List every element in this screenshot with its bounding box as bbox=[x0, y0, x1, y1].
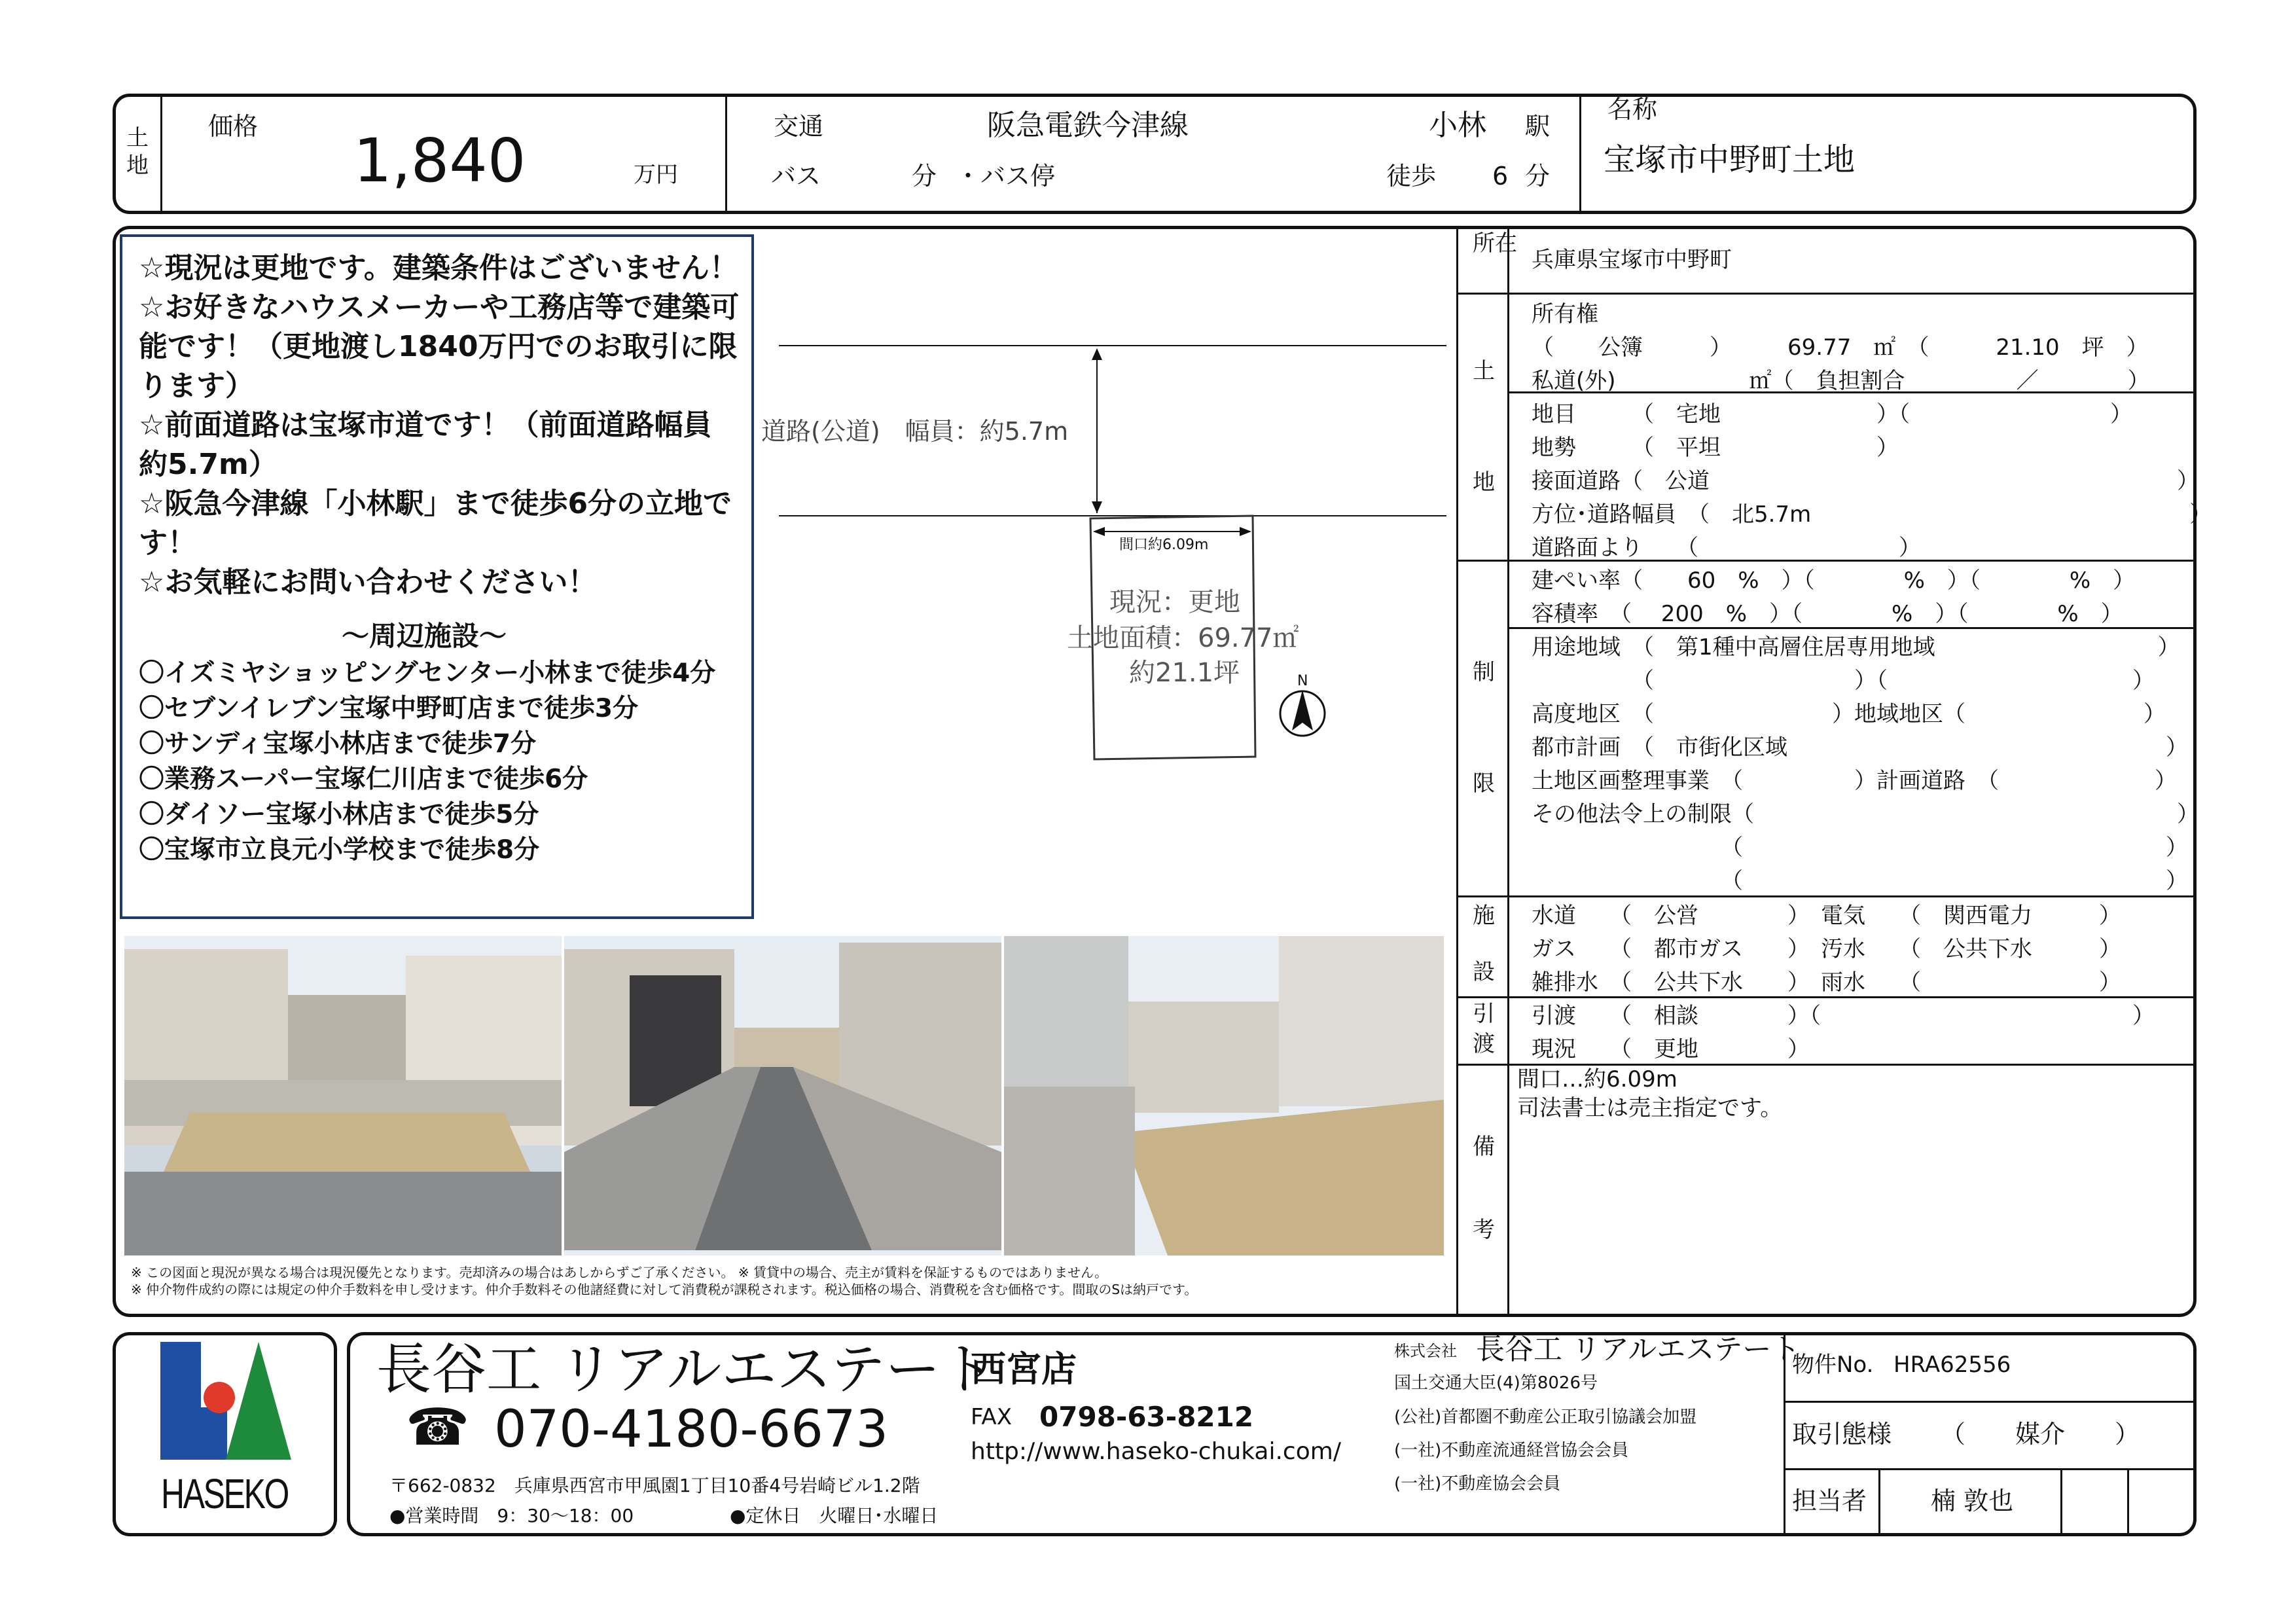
note-line: ※ この図面と現況が異なる場合は現況優先となります。売却済みの場合はあしからずご了承ください。 ※ 賃貸中の場合、売主が賃料を保証するものではありません。 bbox=[131, 1265, 1108, 1280]
location-value: 兵庫県宝塚市中野町 bbox=[1532, 247, 1732, 273]
frontage-label: 間口約6.09m bbox=[1119, 537, 1209, 553]
divider bbox=[1579, 96, 1581, 212]
other-law-row: （ ） bbox=[1532, 835, 2188, 861]
tsubo-label: 約21.1坪 bbox=[1129, 658, 1240, 688]
divider bbox=[160, 96, 162, 212]
facility-label: 施 bbox=[1473, 903, 1495, 929]
road-row: 接面道路（ 公道 ） bbox=[1532, 468, 2199, 494]
divider bbox=[1785, 1468, 2195, 1470]
ownership: 所有権 bbox=[1532, 301, 1598, 327]
land-label: 地 bbox=[1473, 469, 1495, 496]
divider bbox=[1456, 228, 1458, 1315]
zoning-row: 用途地域 （ 第1種中高層住居専用地域 ） bbox=[1532, 634, 2180, 660]
holiday: ●定休日 火曜日･水曜日 bbox=[730, 1505, 939, 1526]
divider bbox=[2127, 1468, 2129, 1534]
association: (一社)不動産流通経営協会会員 bbox=[1394, 1441, 1629, 1460]
logo-text: HASEKO bbox=[161, 1470, 289, 1517]
handover-label: 渡 bbox=[1473, 1031, 1495, 1057]
divider bbox=[1785, 1401, 2195, 1403]
photo-site-front bbox=[124, 936, 562, 1255]
pr-line: 約5.7m） bbox=[139, 448, 278, 481]
deal-value: （ 媒介 ） bbox=[1941, 1420, 2140, 1449]
north-label: N bbox=[1297, 673, 1308, 689]
walk-unit: 分 bbox=[1525, 162, 1551, 190]
walk-minutes: 6 bbox=[1492, 162, 1509, 190]
bus-stop-label: ・バス停 bbox=[956, 162, 1056, 190]
deal-label: 取引態様 bbox=[1792, 1420, 1892, 1449]
site-plan-drawing bbox=[759, 288, 1453, 785]
phone-number: 070-4180-6673 bbox=[494, 1400, 889, 1459]
price-value: 1,840 bbox=[353, 126, 526, 196]
nearby-item: 〇セブンイレブン宝塚中野町店まで徒歩3分 bbox=[139, 694, 639, 723]
pr-line: ります） bbox=[139, 369, 254, 403]
city-plan-row: 都市計画 （ 市街化区域 ） bbox=[1532, 734, 2188, 761]
handover-rows bbox=[1532, 1000, 2155, 1066]
facility-label: 設 bbox=[1473, 959, 1495, 985]
other-law-row: （ ） bbox=[1532, 868, 2188, 894]
remarks-line: 間口…約6.09m bbox=[1517, 1066, 1677, 1092]
nearby-title: ～周辺施設～ bbox=[342, 620, 507, 652]
zoning-row: （ ）（ ） bbox=[1532, 668, 2155, 694]
nearby-item: 〇イズミヤショッピングセンター小林まで徒歩4分 bbox=[139, 659, 716, 688]
price-unit: 万円 bbox=[634, 162, 678, 188]
business-hours: ●営業時間 9：30～18：00 bbox=[389, 1505, 634, 1526]
bus-minute-unit: 分 bbox=[912, 162, 937, 190]
website-link[interactable]: http://www.haseko-chukai.com/ bbox=[971, 1438, 1341, 1465]
handover-label: 引 bbox=[1473, 1001, 1495, 1027]
restriction-label: 制 bbox=[1473, 659, 1495, 685]
road-label: 道路(公道) 幅員：約5.7m bbox=[761, 417, 1069, 446]
haseko-logo bbox=[160, 1342, 291, 1466]
chisei-row: 地勢 （ 平坦 ） bbox=[1532, 435, 1899, 461]
chimoku-row: 地目 （ 宅地 ）（ ） bbox=[1532, 401, 2132, 427]
remarks-label: 考 bbox=[1473, 1217, 1495, 1243]
photo-street bbox=[564, 936, 1001, 1255]
fax-number: 0798-63-8212 bbox=[1039, 1401, 1254, 1433]
kobo-row: （ 公簿 ） 69.77 ㎡ （ 21.10 坪 ） bbox=[1532, 334, 2149, 361]
private-road-row: 私道(外) ㎡（ 負担割合 ／ ） bbox=[1532, 368, 2150, 394]
bus-label: バス bbox=[771, 162, 821, 190]
property-name: 宝塚市中野町土地 bbox=[1604, 141, 1856, 178]
status-label: 現況：更地 bbox=[1109, 587, 1240, 617]
site-map bbox=[759, 288, 1453, 785]
staff-label: 担当者 bbox=[1792, 1487, 1867, 1515]
pr-text bbox=[139, 249, 741, 868]
remarks-label: 備 bbox=[1473, 1134, 1495, 1160]
property-no-label: 物件No. bbox=[1792, 1352, 1874, 1378]
association: (一社)不動産協会会員 bbox=[1394, 1474, 1561, 1494]
pr-line: す！ bbox=[139, 526, 196, 560]
nearby-item: 〇業務スーパー宝塚仁川店まで徒歩6分 bbox=[139, 765, 588, 794]
readjust-row: 土地区画整理事業 （ ）計画道路 （ ） bbox=[1532, 768, 2177, 794]
company-name: 長谷工 リアルエステート bbox=[376, 1337, 996, 1401]
station-suffix: 駅 bbox=[1525, 112, 1551, 141]
other-law-row: その他法令上の制限（ ） bbox=[1532, 801, 2199, 827]
facility-rows bbox=[1532, 899, 2121, 1000]
divider bbox=[2060, 1468, 2062, 1534]
restriction-rows bbox=[1532, 564, 2199, 898]
water-row: 水道 （ 公営 ） 電気 （ 関西電力 ） bbox=[1532, 903, 2121, 929]
address: 〒662-0832 兵庫県西宮市甲風園1丁目10番4号岩崎ビル1.2階 bbox=[389, 1475, 920, 1496]
telephone-icon: ☎ bbox=[406, 1398, 470, 1457]
pr-line: ☆お気軽にお問い合わせください！ bbox=[139, 566, 597, 599]
restriction-label: 限 bbox=[1473, 770, 1495, 797]
transport-label: 交通 bbox=[774, 112, 824, 141]
pr-line: 能です！（更地渡し1840万円でのお取引に限 bbox=[139, 330, 738, 363]
status-row: 現況 （ 更地 ） bbox=[1532, 1036, 1810, 1062]
station-name: 小林 bbox=[1429, 109, 1486, 142]
far-row: 容積率 （ 200 % ）（ % ）（ % ） bbox=[1532, 601, 2123, 627]
remarks-line: 司法書士は売主指定です。 bbox=[1517, 1095, 1783, 1121]
corp-name: 長谷工 リアルエステート bbox=[1476, 1333, 1801, 1366]
nearby-item: 〇宝塚市立良元小学校まで徒歩8分 bbox=[139, 835, 540, 865]
category-label: 土地 bbox=[126, 125, 149, 179]
property-no: HRA62556 bbox=[1893, 1352, 2011, 1378]
direction-row: 方位･道路幅員 （ 北5.7m ） bbox=[1532, 501, 2212, 528]
divider bbox=[1458, 293, 2195, 295]
handover-row: 引渡 （ 相談 ）（ ） bbox=[1532, 1003, 2155, 1029]
fax-label: FAX bbox=[971, 1404, 1012, 1430]
area-label: 土地面積：69.77㎡ bbox=[1067, 623, 1299, 653]
association: (公社)首都圏不動産公正取引協議会加盟 bbox=[1394, 1407, 1697, 1427]
divider bbox=[725, 96, 727, 212]
land-label: 土 bbox=[1473, 358, 1495, 384]
pr-line: ☆前面道路は宝塚市道です！（前面道路幅員 bbox=[139, 408, 712, 442]
coverage-row: 建ぺい率（ 60 % ）（ % ）（ % ） bbox=[1532, 568, 2136, 594]
nearby-item: 〇ダイソー宝塚小林店まで徒歩5分 bbox=[139, 800, 539, 829]
note-line: ※ 仲介物件成約の際には規定の仲介手数料を申し受けます。仲介手数料その他諸経費に対して消費税が課税されます。税込価格の場合、消費税を含む価格です。間取のSは納戸です。 bbox=[131, 1282, 1198, 1297]
land-rows bbox=[1532, 298, 2212, 565]
gas-row: ガス （ 都市ガス ） 汚水 （ 公共下水 ） bbox=[1532, 936, 2121, 962]
photo-site-side bbox=[1004, 936, 1444, 1255]
pr-line: ☆現況は更地です。建築条件はございません！ bbox=[139, 251, 738, 285]
pr-line: ☆阪急今津線「小林駅」まで徒歩6分の立地で bbox=[139, 487, 732, 520]
walk-label: 徒歩 bbox=[1386, 162, 1437, 190]
pr-line: ☆お好きなハウスメーカーや工務店等で建築可 bbox=[139, 291, 740, 324]
staff-name: 楠 敦也 bbox=[1931, 1487, 2014, 1515]
drain-row: 雑排水 （ 公共下水 ） 雨水 （ ） bbox=[1532, 969, 2121, 996]
line-name: 阪急電鉄今津線 bbox=[987, 109, 1189, 142]
branch-name: 西宮店 bbox=[971, 1348, 1077, 1390]
divider bbox=[1878, 1468, 1880, 1534]
name-label: 名称 bbox=[1607, 95, 1658, 124]
license: 国土交通大臣(4)第8026号 bbox=[1394, 1373, 1598, 1393]
nearby-item: 〇サンディ宝塚小林店まで徒歩7分 bbox=[139, 729, 537, 759]
road-level-row: 道路面より （ ） bbox=[1532, 535, 1921, 561]
height-row: 高度地区 （ ）地域地区（ ） bbox=[1532, 701, 2166, 727]
price-label: 価格 bbox=[208, 112, 259, 141]
location-label: 所在 bbox=[1473, 230, 1517, 257]
corp-prefix: 株式会社 bbox=[1394, 1342, 1457, 1360]
